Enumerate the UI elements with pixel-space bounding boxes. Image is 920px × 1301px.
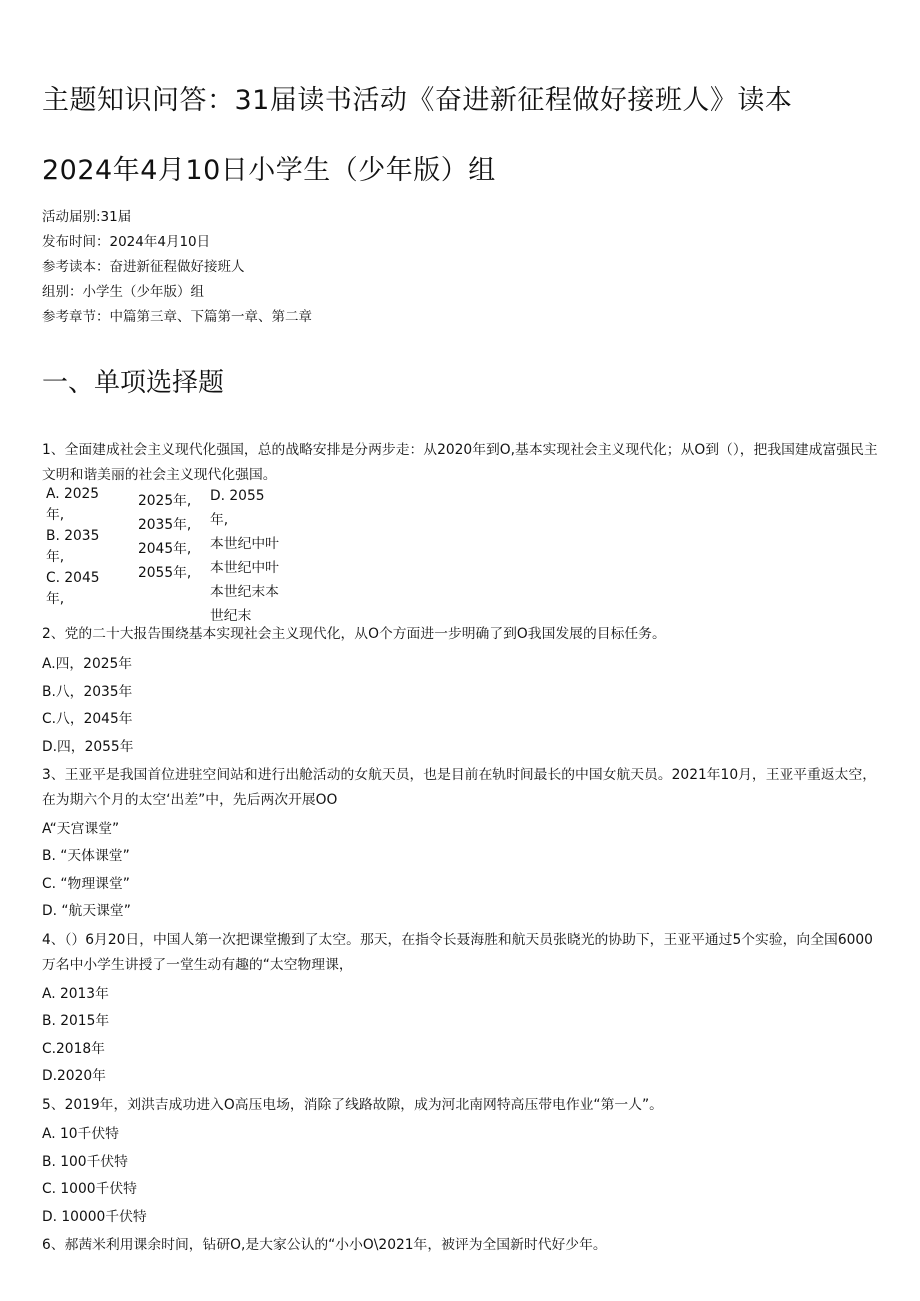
q1-options-col1 xyxy=(46,484,100,610)
question-4: 4、（）6月20日，中国人第一次把课堂搬到了太空。那天，在指令长聂海胜和航天员张晓光的协助下，王亚平通过5个实验，向全国6000万名中小学生讲授了一堂生动有趣的“太空物理课， xyxy=(42,932,873,973)
q1-option-text: 2045年, xyxy=(138,541,192,557)
q4-option-b: B. 2015年 xyxy=(42,1013,110,1029)
q1-option-text: 世纪末 xyxy=(210,608,252,624)
q1-option-text: 2035年, xyxy=(138,517,192,533)
question-2: 2、党的二十大报告围绕基本实现社会主义现代化，从O个方面进一步明确了到O我国发展的目标任务。 xyxy=(42,626,666,642)
q4-option-d: D.2020年 xyxy=(42,1068,106,1084)
q1-options-col3 xyxy=(210,484,279,628)
q4-option-c: C.2018年 xyxy=(42,1041,105,1057)
q4-option-a: A. 2013年 xyxy=(42,986,109,1002)
meta-info xyxy=(42,205,312,330)
q3-option-d: D. “航天课堂” xyxy=(42,903,131,919)
q1-options-col2 xyxy=(138,489,191,585)
q1-option-text: 本世纪末本 xyxy=(210,584,279,600)
question-5: 5、2019年，刘洪吉成功进入O高压电场，消除了线路故隙，成为河北南网特高压带电作业“第一人”。 xyxy=(42,1097,663,1113)
q5-option-b: B. 100千伏特 xyxy=(42,1154,128,1170)
q1-option-text: 年, xyxy=(46,507,65,523)
q5-option-c: C. 1000千伏特 xyxy=(42,1181,137,1197)
q3-option-a: A“天宫课堂” xyxy=(42,821,120,837)
q1-option-d: D. 2055 xyxy=(210,488,265,504)
q2-option-d: D.四，2055年 xyxy=(42,739,134,755)
q5-option-a: A. 10千伏特 xyxy=(42,1126,119,1142)
q1-option-text: 年, xyxy=(210,512,229,528)
title-line-2: 2024年4月10日小学生（少年版）组 xyxy=(42,155,496,186)
q3-option-b: B. “天体课堂” xyxy=(42,848,130,864)
meta-chapters: 参考章节：中篇第三章、下篇第一章、第二章 xyxy=(42,309,312,325)
q1-option-text: 2025年, xyxy=(138,493,192,509)
q1-option-text: 本世纪中叶 xyxy=(210,560,279,576)
q1-option-b: B. 2035 xyxy=(46,528,100,544)
q1-option-text: 年, xyxy=(46,591,65,607)
meta-group: 组别：小学生（少年版）组 xyxy=(42,284,204,300)
section-title: 一、单项选择题 xyxy=(42,368,225,398)
q1-option-text: 2055年, xyxy=(138,565,192,581)
question-6: 6、郝茜米利用课余时间，钻研O,是大家公认的“小小O\2021年，被评为全国新时代好少年。 xyxy=(42,1237,607,1253)
title-line-1: 主题知识问答：31届读书活动《奋进新征程做好接班人》读本 xyxy=(42,85,793,116)
q3-option-c: C. “物理课堂” xyxy=(42,876,130,892)
q2-option-a: A.四，2025年 xyxy=(42,656,133,672)
question-1: 1、全面建成社会主义现代化强国，总的战略安排是分两步走：从2020年到O,基本实现社会主义现代化；从O到（），把我国建成富强民主文明和谐美丽的社会主义现代化强国。 xyxy=(42,442,878,483)
q2-option-b: B.八，2035年 xyxy=(42,684,133,700)
q1-option-c: C. 2045 xyxy=(46,570,100,586)
q2-option-c: C.八，2045年 xyxy=(42,711,133,727)
meta-session: 活动届别:31届 xyxy=(42,209,132,225)
meta-book: 参考读本：奋进新征程做好接班人 xyxy=(42,259,245,275)
q1-option-a: A. 2025 xyxy=(46,486,100,502)
q1-option-text: 本世纪中叶 xyxy=(210,536,279,552)
q1-option-text: 年, xyxy=(46,549,65,565)
meta-date: 发布时间：2024年4月10日 xyxy=(42,234,211,250)
question-3: 3、王亚平是我国首位进驻空间站和进行出舱活动的女航天员，也是目前在轨时间最长的中国女航天员。2021年10月，王亚平重返太空，在为期六个月的太空‘出差”中，先后两次开展OO xyxy=(42,767,877,808)
q5-option-d: D. 10000千伏特 xyxy=(42,1209,147,1225)
